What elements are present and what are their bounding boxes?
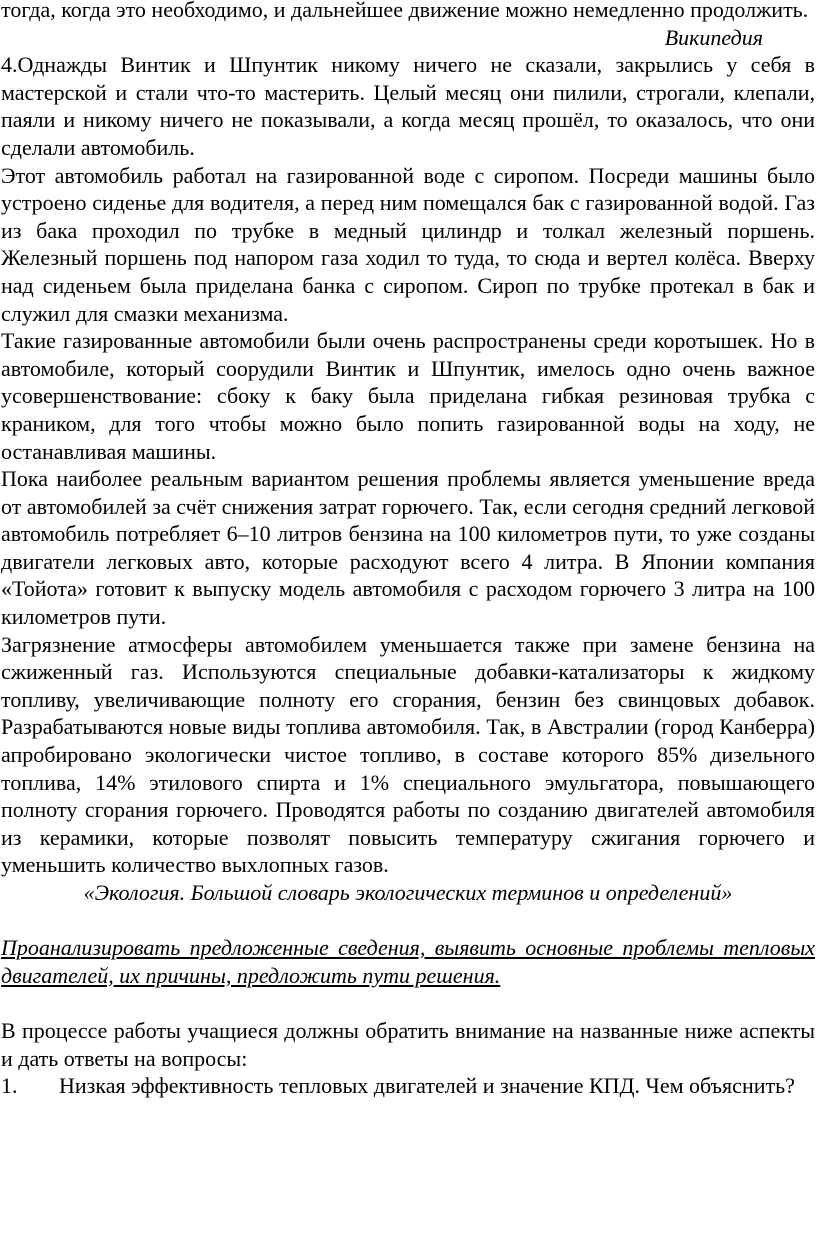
question-1-number: 1.	[1, 1073, 18, 1099]
paragraph-pollution: Загрязнение атмосферы автомобилем уменьшается также при замене бензина на сжиженный газ. Используются специальные добавки-катализаторы к жидкому топливу, увеличивающие полноту его сгорания, бензин без свинцовых добавок. Разрабатываются новые виды топлива автомобиля. Так, в Австралии (город Канберра) апробировано экологически чистое топливо, в составе которого 85% дизельного топлива, 14% этилового спирта и 1% специального эмульгатора, повышающего полноту сгорания горючего. Проводятся работы по созданию двигателей автомобиля из керамики, которые позволят повысить температуру сжигания горючего и уменьшить количество выхлопных газов.	[1, 631, 815, 878]
paragraph-vintik-shpuntik: 4.Однажды Винтик и Шпунтик никому ничего не сказали, закрылись у себя в мастерской и стали что-то мастерить. Целый месяц они пилили, строгали, клепали, паяли и никому ничего не показывали, а когда месяц прошёл, то оказалось, что они сделали автомобиль.	[1, 52, 815, 160]
attribution-wikipedia: Википедия	[664, 24, 763, 50]
paragraph-improvement: Такие газированные автомобили были очень распространены среди коротышек. Но в автомобиле, который соорудили Винтик и Шпунтик, имелось одно очень важное усовершенствование: сбоку к баку была приделана гибкая резиновая трубка с краником, для того чтобы можно было попить газированной воды на ходу, не останавливая машины.	[1, 328, 815, 464]
question-1-text: Низкая эффективность тепловых двигателей и значение КПД. Чем объяснить?	[59, 1073, 795, 1099]
paragraph-continuation: тогда, когда это необходимо, и дальнейшее движение можно немедленно продолжить.	[1, 0, 809, 22]
task-statement: Проанализировать предложенные сведения, выявить основные проблемы тепловых двигателей, их причины, предложить пути решения.	[1, 935, 815, 988]
paragraph-soda-car: Этот автомобиль работал на газированной воде с сиропом. Посреди машины было устроено сиденье для водителя, а перед ним помещался бак с газированной водой. Газ из бака проходил по трубке в медный цилиндр и толкал железный поршень. Железный поршень под напором газа ходил то туда, то сюда и вертел колёса. Вверху над сиденьем была приделана банка с сиропом. Сироп по трубке протекал в бак и служил для смазки механизма.	[1, 162, 815, 326]
source-citation: «Экология. Большой словарь экологических терминов и определений»	[83, 880, 733, 905]
instructions-intro: В процессе работы учащиеся должны обратить внимание на названные ниже аспекты и дать ответы на вопросы:	[1, 1017, 815, 1071]
question-1	[1, 1072, 815, 1100]
paragraph-fuel-consumption: Пока наиболее реальным вариантом решения проблемы является уменьшение вреда от автомобилей за счёт снижения затрат горючего. Так, если сегодня средний легковой автомобиль потребляет 6–10 литров бензина на 100 километров пути, то уже созданы двигатели легковых авто, которые расходуют всего 4 литра. В Японии компания «Тойота» готовит к выпуску модель автомобиля с расходом горючего 3 литра на 100 километров пути.	[1, 466, 815, 630]
